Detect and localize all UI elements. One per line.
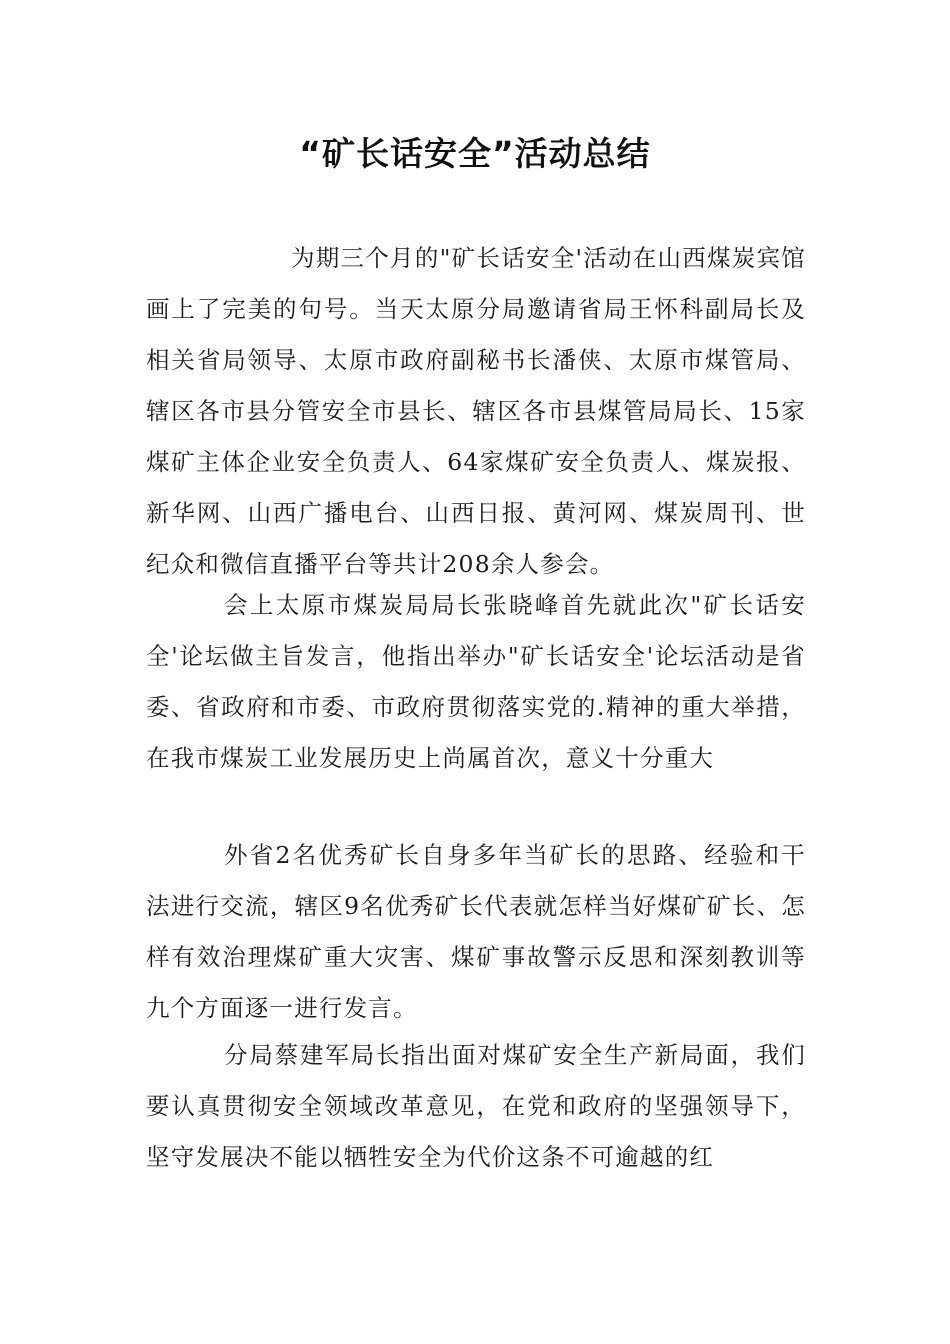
document-title: “矿长话安全”活动总结 — [299, 134, 651, 173]
paragraph-2: 会上太原市煤炭局局长张晓峰首先就此次"矿长话安全'论坛做主旨发言，他指出举办"矿长话安全'论坛活动是省委、省政府和市委、市政府贯彻落实党的.精神的重大举措，在我市煤炭工业发展历史上尚属首次，意义十分重大 — [146, 591, 806, 772]
paragraph-4: 分局蔡建军局长指出面对煤矿安全生产新局面，我们要认真贯彻安全领域改革意见，在党和政府的坚强领导下，坚守发展决不能以牺牲安全为代价这条不可逾越的红 — [146, 1041, 806, 1171]
paragraph-3: 外省2名优秀矿长自身多年当矿长的思路、经验和干法进行交流，辖区9名优秀矿长代表就怎样当好煤矿矿长、怎样有效治理煤矿重大灾害、煤矿事故警示反思和深刻教训等九个方面逐一进行发言。 — [146, 841, 806, 1022]
paragraph-1: 为期三个月的"矿长话安全'活动在山西煤炭宾馆画上了完美的句号。当天太原分局邀请省局王怀科副局长及相关省局领导、太原市政府副秘书长潘侠、太原市煤管局、辖区各市县分管安全市县长、辖区各市县煤管局局长、15家煤矿主体企业安全负责人、64家煤矿安全负责人、煤炭报、新华网、山西广播电台、山西日报、黄河网、煤炭周刊、世纪众和微信直播平台等共计208余人参会。 — [146, 244, 806, 578]
